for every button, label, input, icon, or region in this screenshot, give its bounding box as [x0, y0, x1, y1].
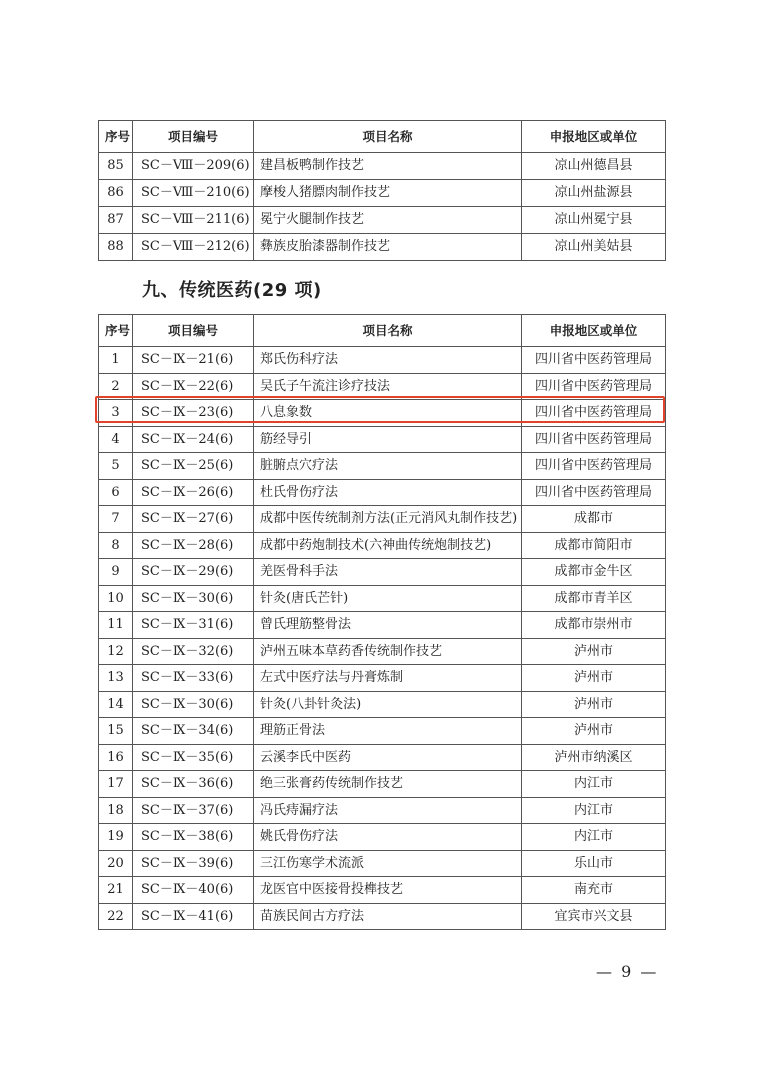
table-row	[99, 718, 666, 745]
cell-code: SC－Ⅷ－212(6)	[133, 234, 254, 261]
cell-name: 成都中医传统制剂方法(正元消风丸制作技艺)	[254, 506, 522, 533]
cell-region: 凉山州冕宁县	[522, 207, 666, 234]
cell-index: 21	[99, 877, 133, 904]
cell-region: 成都市	[522, 506, 666, 533]
table-row	[99, 771, 666, 798]
cell-index: 16	[99, 744, 133, 771]
cell-name: 理筋正骨法	[254, 718, 522, 745]
cell-index: 18	[99, 797, 133, 824]
table-row	[99, 744, 666, 771]
table-row	[99, 585, 666, 612]
cell-code: SC－Ⅸ－34(6)	[133, 718, 254, 745]
cell-region: 凉山州美姑县	[522, 234, 666, 261]
cell-region: 成都市简阳市	[522, 532, 666, 559]
cell-code: SC－Ⅸ－21(6)	[133, 347, 254, 374]
cell-code: SC－Ⅸ－25(6)	[133, 453, 254, 480]
table-traditional-medicine	[98, 314, 666, 930]
cell-index: 15	[99, 718, 133, 745]
cell-name: 三江伤寒学术流派	[254, 850, 522, 877]
cell-code: SC－Ⅸ－29(6)	[133, 559, 254, 586]
table-row	[99, 506, 666, 533]
cell-code: SC－Ⅸ－35(6)	[133, 744, 254, 771]
cell-name: 针灸(八卦针灸法)	[254, 691, 522, 718]
table-row	[99, 612, 666, 639]
table-row	[99, 638, 666, 665]
cell-code: SC－Ⅸ－27(6)	[133, 506, 254, 533]
cell-name: 八息象数	[254, 400, 522, 427]
cell-name: 龙医官中医接骨投榫技艺	[254, 877, 522, 904]
cell-region: 四川省中医药管理局	[522, 400, 666, 427]
table-row	[99, 824, 666, 851]
cell-index: 19	[99, 824, 133, 851]
cell-code: SC－Ⅸ－26(6)	[133, 479, 254, 506]
table-row	[99, 850, 666, 877]
cell-name: 云溪李氏中医药	[254, 744, 522, 771]
table-row	[99, 373, 666, 400]
cell-code: SC－Ⅸ－39(6)	[133, 850, 254, 877]
cell-code: SC－Ⅸ－33(6)	[133, 665, 254, 692]
cell-region: 四川省中医药管理局	[522, 347, 666, 374]
cell-region: 宜宾市兴文县	[522, 903, 666, 930]
table-row	[99, 180, 666, 207]
cell-code: SC－Ⅸ－31(6)	[133, 612, 254, 639]
cell-name: 左式中医疗法与丹膏炼制	[254, 665, 522, 692]
cell-region: 乐山市	[522, 850, 666, 877]
table-row	[99, 400, 666, 427]
cell-index: 9	[99, 559, 133, 586]
cell-code: SC－Ⅸ－23(6)	[133, 400, 254, 427]
cell-code: SC－Ⅸ－28(6)	[133, 532, 254, 559]
cell-code: SC－Ⅸ－40(6)	[133, 877, 254, 904]
cell-index: 13	[99, 665, 133, 692]
cell-index: 5	[99, 453, 133, 480]
header-code: 项目编号	[133, 315, 254, 347]
table-row	[99, 877, 666, 904]
cell-code: SC－Ⅸ－30(6)	[133, 585, 254, 612]
cell-name: 冕宁火腿制作技艺	[254, 207, 522, 234]
cell-name: 杜氏骨伤疗法	[254, 479, 522, 506]
cell-index: 20	[99, 850, 133, 877]
cell-region: 凉山州德昌县	[522, 153, 666, 180]
cell-region: 成都市金牛区	[522, 559, 666, 586]
cell-name: 吴氏子午流注诊疗技法	[254, 373, 522, 400]
page-number: — 9 —	[596, 962, 659, 981]
cell-index: 10	[99, 585, 133, 612]
table-row	[99, 207, 666, 234]
cell-name: 苗族民间古方疗法	[254, 903, 522, 930]
cell-code: SC－Ⅸ－37(6)	[133, 797, 254, 824]
cell-code: SC－Ⅷ－210(6)	[133, 180, 254, 207]
header-region: 申报地区或单位	[522, 121, 666, 153]
cell-name: 泸州五味本草药香传统制作技艺	[254, 638, 522, 665]
cell-region: 四川省中医药管理局	[522, 479, 666, 506]
header-index: 序号	[99, 121, 133, 153]
header-name: 项目名称	[254, 121, 522, 153]
cell-region: 四川省中医药管理局	[522, 373, 666, 400]
cell-name: 脏腑点穴疗法	[254, 453, 522, 480]
cell-region: 泸州市纳溪区	[522, 744, 666, 771]
cell-region: 凉山州盐源县	[522, 180, 666, 207]
cell-region: 内江市	[522, 824, 666, 851]
section-heading: 九、传统医药(29 项)	[142, 280, 322, 301]
cell-name: 针灸(唐氏芒针)	[254, 585, 522, 612]
cell-name: 羌医骨科手法	[254, 559, 522, 586]
cell-region: 泸州市	[522, 691, 666, 718]
table-row	[99, 903, 666, 930]
cell-name: 曾氏理筋整骨法	[254, 612, 522, 639]
cell-code: SC－Ⅸ－24(6)	[133, 426, 254, 453]
cell-name: 成都中药炮制技术(六神曲传统炮制技艺)	[254, 532, 522, 559]
cell-region: 成都市青羊区	[522, 585, 666, 612]
table-row	[99, 532, 666, 559]
table-row	[99, 153, 666, 180]
cell-index: 85	[99, 153, 133, 180]
cell-region: 泸州市	[522, 718, 666, 745]
table-header-row	[99, 121, 666, 153]
cell-code: SC－Ⅸ－36(6)	[133, 771, 254, 798]
table-row	[99, 559, 666, 586]
cell-region: 内江市	[522, 797, 666, 824]
cell-index: 88	[99, 234, 133, 261]
cell-name: 摩梭人猪膘肉制作技艺	[254, 180, 522, 207]
cell-index: 3	[99, 400, 133, 427]
cell-name: 筋经导引	[254, 426, 522, 453]
cell-name: 绝三张膏药传统制作技艺	[254, 771, 522, 798]
header-region: 申报地区或单位	[522, 315, 666, 347]
cell-code: SC－Ⅸ－22(6)	[133, 373, 254, 400]
table-row	[99, 479, 666, 506]
table-row	[99, 453, 666, 480]
cell-index: 1	[99, 347, 133, 374]
table-traditional-skills	[98, 120, 666, 261]
cell-code: SC－Ⅸ－38(6)	[133, 824, 254, 851]
cell-index: 7	[99, 506, 133, 533]
cell-index: 8	[99, 532, 133, 559]
table-row	[99, 665, 666, 692]
table-row	[99, 426, 666, 453]
cell-code: SC－Ⅸ－32(6)	[133, 638, 254, 665]
cell-name: 冯氏痔漏疗法	[254, 797, 522, 824]
cell-name: 建昌板鸭制作技艺	[254, 153, 522, 180]
table-header-row	[99, 315, 666, 347]
cell-region: 泸州市	[522, 665, 666, 692]
cell-index: 4	[99, 426, 133, 453]
cell-index: 12	[99, 638, 133, 665]
cell-code: SC－Ⅸ－41(6)	[133, 903, 254, 930]
cell-name: 彝族皮胎漆器制作技艺	[254, 234, 522, 261]
cell-index: 14	[99, 691, 133, 718]
cell-code: SC－Ⅸ－30(6)	[133, 691, 254, 718]
table-row	[99, 797, 666, 824]
cell-index: 17	[99, 771, 133, 798]
header-name: 项目名称	[254, 315, 522, 347]
cell-region: 泸州市	[522, 638, 666, 665]
cell-region: 南充市	[522, 877, 666, 904]
cell-region: 四川省中医药管理局	[522, 426, 666, 453]
cell-name: 郑氏伤科疗法	[254, 347, 522, 374]
table-row	[99, 234, 666, 261]
table-row	[99, 691, 666, 718]
cell-index: 87	[99, 207, 133, 234]
cell-code: SC－Ⅷ－211(6)	[133, 207, 254, 234]
cell-index: 6	[99, 479, 133, 506]
cell-region: 内江市	[522, 771, 666, 798]
cell-index: 11	[99, 612, 133, 639]
cell-name: 姚氏骨伤疗法	[254, 824, 522, 851]
cell-region: 成都市崇州市	[522, 612, 666, 639]
header-code: 项目编号	[133, 121, 254, 153]
cell-region: 四川省中医药管理局	[522, 453, 666, 480]
cell-index: 2	[99, 373, 133, 400]
cell-index: 22	[99, 903, 133, 930]
cell-index: 86	[99, 180, 133, 207]
table-row	[99, 347, 666, 374]
header-index: 序号	[99, 315, 133, 347]
cell-code: SC－Ⅷ－209(6)	[133, 153, 254, 180]
